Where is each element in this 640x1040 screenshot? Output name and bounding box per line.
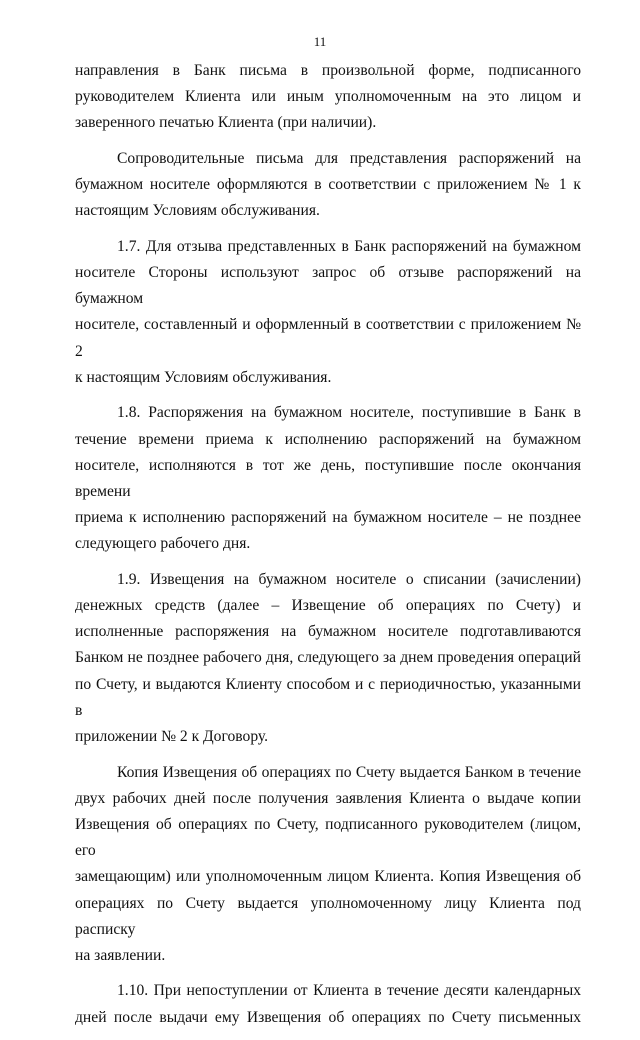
text-line: носителе, составленный и оформленный в соответствии с приложением № 2	[75, 316, 581, 360]
paragraph	[75, 760, 581, 970]
paragraph	[75, 567, 581, 750]
text-line: исполненные распоряжения на бумажном носителе подготавливаются	[75, 623, 581, 641]
text-line: направления в Банк письма в произвольной форме, подписанного	[75, 62, 581, 79]
text-line: на заявлении.	[75, 946, 166, 964]
text-line: заверенного печатью Клиента (при наличии).	[75, 114, 377, 132]
text-line: Копия Извещения об операциях по Счету выдается Банком в течение	[117, 763, 581, 781]
text-line: настоящим Условиям обслуживания.	[75, 202, 320, 220]
paragraph	[75, 400, 581, 557]
text-line: по Счету, и выдаются Клиенту способом и с периодичностью, указанными в	[75, 675, 581, 719]
page-number: 11	[313, 34, 327, 49]
paragraph	[75, 978, 581, 1030]
text-line: 1.9. Извещения на бумажном носителе о списании (зачислении)	[117, 570, 581, 588]
text-line: течение времени приема к исполнению распоряжений на бумажном	[75, 430, 581, 448]
text-line: приложении № 2 к Договору.	[75, 728, 269, 746]
text-line: Сопроводительные письма для представления распоряжений на	[117, 149, 581, 167]
paragraph	[75, 58, 581, 137]
text-line: носителе Стороны используют запрос об отзыве распоряжений на бумажном	[75, 264, 581, 308]
paragraph	[75, 146, 581, 225]
text-line: руководителем Клиента или иным уполномоченным на это лицом и	[75, 88, 581, 106]
text-line: приема к исполнению распоряжений на бумажном носителе – не позднее	[75, 509, 581, 527]
text-line: следующего рабочего дня.	[75, 535, 251, 553]
text-line: 1.8. Распоряжения на бумажном носителе, поступившие в Банк в	[117, 404, 581, 422]
text-line: к настоящим Условиям обслуживания.	[75, 368, 332, 386]
text-line: 1.10. При непоступлении от Клиента в течение десяти календарных	[117, 982, 581, 1000]
paragraph	[75, 234, 581, 391]
text-line: Извещения об операциях по Счету, подписанного руководителем (лицом, его	[75, 815, 581, 860]
text-line: дней после выдачи ему Извещения об операциях по Счету письменных	[75, 1008, 581, 1026]
text-line: замещающим) или уполномоченным лицом Клиента. Копия Извещения об	[75, 868, 581, 886]
text-line: носителе, исполняются в тот же день, поступившие после окончания времени	[75, 456, 581, 500]
text-line: бумажном носителе оформляются в соответствии с приложением № 1 к	[75, 176, 581, 194]
text-line: денежных средств (далее – Извещение об операциях по Счету) и	[75, 597, 581, 615]
text-line: Банком не позднее рабочего дня, следующего за днем проведения операций	[75, 649, 581, 667]
text-line: операциях по Счету выдается уполномоченному лицу Клиента под расписку	[75, 894, 581, 938]
text-line: двух рабочих дней после получения заявления Клиента о выдаче копии	[75, 789, 581, 807]
document-body	[75, 58, 581, 1040]
text-line: 1.7. Для отзыва представленных в Банк распоряжений на бумажном	[117, 237, 581, 255]
